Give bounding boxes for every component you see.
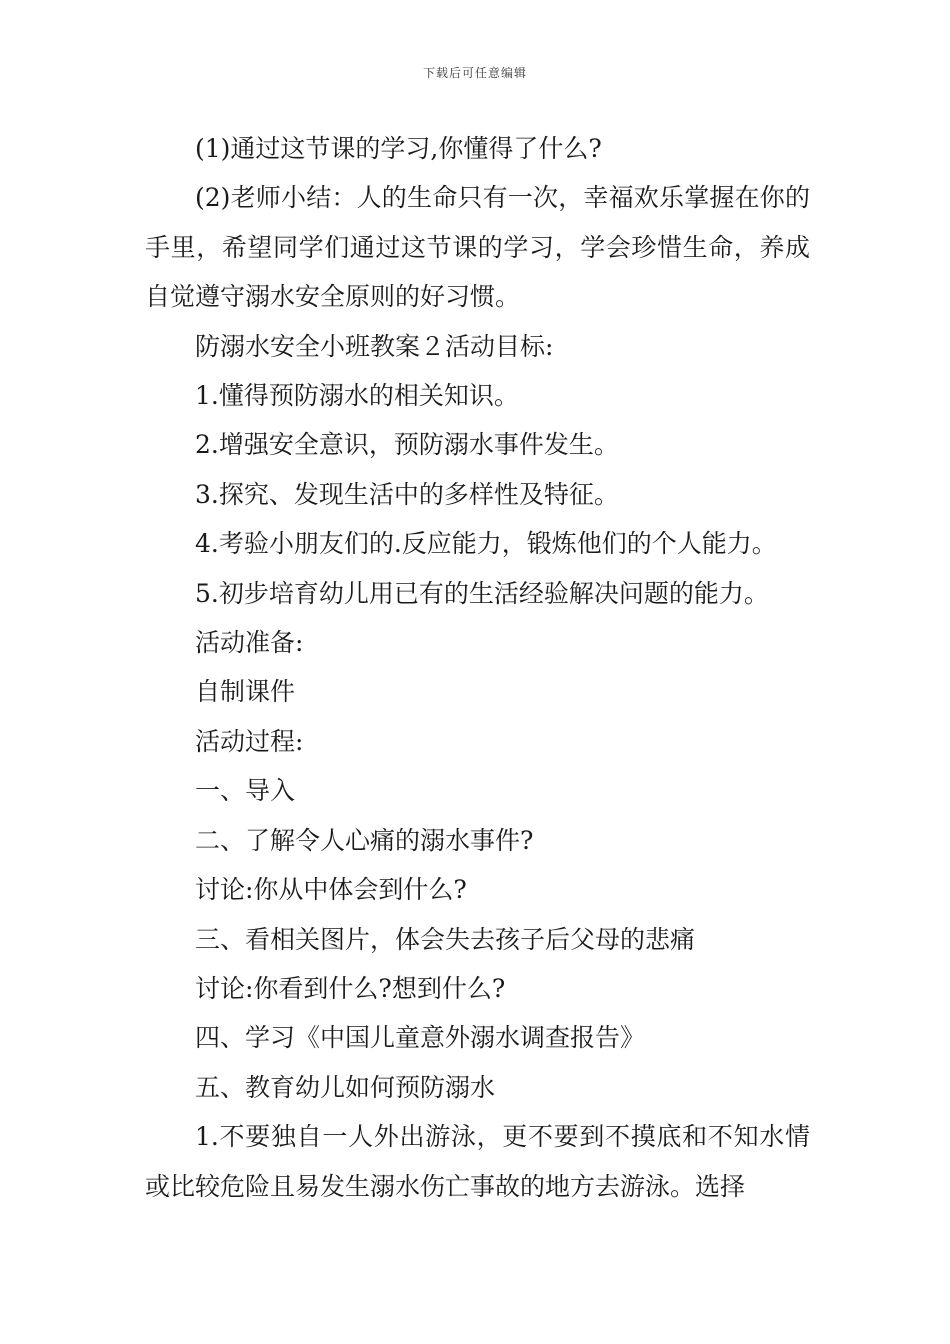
paragraph-goal-3: 3.探究、发现生活中的多样性及特征。 xyxy=(195,479,619,509)
paragraph-teacher-summary: (2)老师小结：人的生命只有一次，幸福欢乐掌握在你的手里，希望同学们通过这节课的学习，学会珍惜生命，养成自觉遵守溺水安全原则的好习惯。 xyxy=(145,183,810,312)
paragraph-rule-1: 1.不要独自一人外出游泳，更不要到不摸底和不知水情或比较危险且易发生溺水伤亡事故的地方去游泳。选择 xyxy=(145,1122,810,1201)
paragraph-discussion-1: 讨论:你从中体会到什么? xyxy=(195,875,467,905)
paragraph-goal-4: 4.考验小朋友们的.反应能力，锻炼他们的个人能力。 xyxy=(195,529,777,559)
paragraph-discussion-2: 讨论:你看到什么?想到什么? xyxy=(195,973,506,1003)
paragraph-goal-2: 2.增强安全意识，预防溺水事件发生。 xyxy=(195,430,619,460)
document-body xyxy=(145,124,810,1211)
paragraph-goal-5: 5.初步培育幼儿用已有的生活经验解决问题的能力。 xyxy=(195,578,769,608)
paragraph-preparation-heading: 活动准备: xyxy=(195,628,304,658)
paragraph-step-5: 五、教育幼儿如何预防溺水 xyxy=(195,1072,496,1102)
page-header: 下载后可任意编辑 xyxy=(422,66,527,80)
paragraph-step-3: 三、看相关图片，体会失去孩子后父母的悲痛 xyxy=(195,924,696,954)
paragraph-step-4: 四、学习《中国儿童意外溺水调查报告》 xyxy=(195,1023,646,1053)
paragraph-step-1: 一、导入 xyxy=(195,776,296,806)
paragraph-goal-1: 1.懂得预防溺水的相关知识。 xyxy=(195,381,519,411)
paragraph-lesson2-goals-heading: 防溺水安全小班教案２活动目标: xyxy=(195,331,554,361)
paragraph-summary-question: (1)通过这节课的学习,你懂得了什么? xyxy=(195,134,602,163)
paragraph-step-2: 二、了解令人心痛的溺水事件? xyxy=(195,825,534,855)
paragraph-process-heading: 活动过程: xyxy=(195,726,304,756)
paragraph-preparation-item: 自制课件 xyxy=(195,677,296,707)
